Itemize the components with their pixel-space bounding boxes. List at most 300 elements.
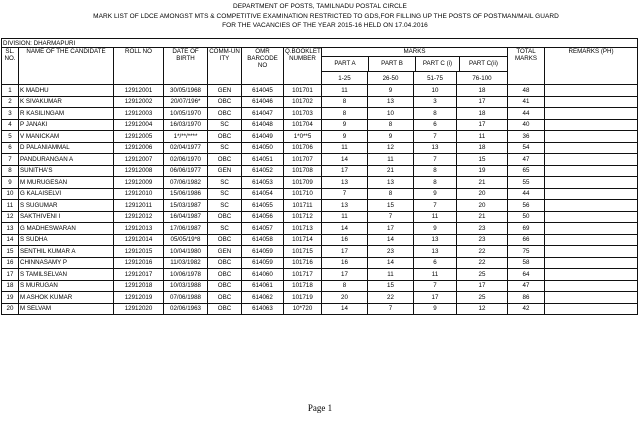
candidate-name-cell: G KALAISELVI (19, 188, 114, 200)
community-cell: GEN (208, 85, 242, 97)
part-c2-cell: 22 (457, 246, 508, 258)
dob-cell: 02/06/1970 (164, 154, 208, 166)
part-c1-cell: 17 (414, 292, 457, 304)
part-b-cell: 22 (368, 292, 414, 304)
dob-cell: 17/06/1987 (164, 223, 208, 235)
total-cell: 69 (508, 223, 545, 235)
remarks-cell (545, 108, 638, 120)
omr-cell: 614045 (242, 85, 284, 97)
header-vacancy-year: FOR THE VACANCIES OF THE YEAR 2015-16 HELD ON 17.04.2016 (222, 22, 428, 29)
candidate-name-cell: SUNITHA'S (19, 165, 114, 177)
part-a-cell: 11 (322, 142, 368, 154)
total-cell: 50 (508, 211, 545, 223)
col-date-of-birth: DATE OF BIRTH (164, 48, 208, 72)
part-c1-cell: 8 (414, 177, 457, 189)
part-b-cell: 21 (368, 165, 414, 177)
roll-no-cell: 12912008 (114, 165, 164, 177)
total-cell: 58 (508, 257, 545, 269)
roll-no-cell: 12912006 (114, 142, 164, 154)
range-part-c1: 51-75 (414, 72, 457, 85)
dob-cell: 15/03/1987 (164, 200, 208, 212)
table-row (2, 234, 638, 246)
part-b-cell: 15 (368, 200, 414, 212)
part-b-cell: 13 (368, 96, 414, 108)
dob-cell: 10/06/1978 (164, 269, 208, 281)
booklet-cell: 101708 (284, 165, 322, 177)
table-row (2, 177, 638, 189)
range-part-c2: 76-100 (457, 72, 508, 85)
part-b-cell: 17 (368, 223, 414, 235)
table-row (2, 96, 638, 108)
total-cell: 48 (508, 85, 545, 97)
booklet-cell: 101718 (284, 280, 322, 292)
sl-no-cell: 8 (2, 165, 19, 177)
roll-no-cell: 12912001 (114, 85, 164, 97)
remarks-cell (545, 223, 638, 235)
dob-cell: 06/06/1977 (164, 165, 208, 177)
table-row (2, 257, 638, 269)
omr-cell: 614058 (242, 234, 284, 246)
total-cell: 36 (508, 131, 545, 143)
omr-cell: 614063 (242, 303, 284, 315)
part-c1-cell: 8 (414, 165, 457, 177)
table-row (2, 108, 638, 120)
col-booklet-number: Q.BOOKLET NUMBER (284, 48, 322, 72)
omr-cell: 614053 (242, 177, 284, 189)
booklet-cell: 1*0**5 (284, 131, 322, 143)
community-cell: SC (208, 119, 242, 131)
community-cell: OBC (208, 280, 242, 292)
part-a-cell: 11 (322, 85, 368, 97)
remarks-cell (545, 154, 638, 166)
community-cell: OBC (208, 234, 242, 246)
total-cell: 56 (508, 200, 545, 212)
sl-no-cell: 4 (2, 119, 19, 131)
part-b-cell: 11 (368, 269, 414, 281)
remarks-cell (545, 96, 638, 108)
total-cell: 75 (508, 246, 545, 258)
roll-no-cell: 12912018 (114, 280, 164, 292)
sl-no-cell: 2 (2, 96, 19, 108)
col-omr-barcode: OMR BARCODE NO (242, 48, 284, 72)
remarks-cell (545, 85, 638, 97)
part-c2-cell: 21 (457, 211, 508, 223)
remarks-cell (545, 177, 638, 189)
booklet-cell: 101711 (284, 200, 322, 212)
candidate-name-cell: P JANAKI (19, 119, 114, 131)
omr-cell: 614057 (242, 223, 284, 235)
dob-cell: 05/05/19*8 (164, 234, 208, 246)
sl-no-cell: 16 (2, 257, 19, 269)
part-b-cell: 11 (368, 154, 414, 166)
candidate-name-cell: SAKTHIVENI I (19, 211, 114, 223)
sl-no-cell: 10 (2, 188, 19, 200)
part-c2-cell: 20 (457, 200, 508, 212)
part-a-cell: 11 (322, 211, 368, 223)
table-row (2, 200, 638, 212)
total-cell: 47 (508, 154, 545, 166)
remarks-cell (545, 280, 638, 292)
part-c1-cell: 13 (414, 234, 457, 246)
community-cell: SC (208, 200, 242, 212)
remarks-cell (545, 142, 638, 154)
community-cell: OBC (208, 257, 242, 269)
booklet-cell: 101717 (284, 269, 322, 281)
part-c1-cell: 9 (414, 188, 457, 200)
table-row (2, 142, 638, 154)
candidate-name-cell: CHINNASAMY P (19, 257, 114, 269)
part-c2-cell: 18 (457, 108, 508, 120)
part-b-cell: 9 (368, 85, 414, 97)
part-a-cell: 9 (322, 119, 368, 131)
col-remarks: REMARKS (PH) (545, 48, 638, 72)
table-row (2, 303, 638, 315)
part-c2-cell: 17 (457, 96, 508, 108)
candidate-name-cell: M ASHOK KUMAR (19, 292, 114, 304)
remarks-cell (545, 188, 638, 200)
roll-no-cell: 12912011 (114, 200, 164, 212)
total-cell: 65 (508, 165, 545, 177)
remarks-cell (545, 119, 638, 131)
sl-no-cell: 3 (2, 108, 19, 120)
sl-no-cell: 12 (2, 211, 19, 223)
division-label: DIVISION: DHARMAPURI (2, 39, 638, 48)
candidate-name-cell: SENTHIL KUMAR A (19, 246, 114, 258)
candidate-name-cell: M MURUGESAN (19, 177, 114, 189)
total-cell: 47 (508, 280, 545, 292)
part-c1-cell: 11 (414, 211, 457, 223)
part-c2-cell: 21 (457, 177, 508, 189)
col-marks: MARKS (322, 48, 507, 57)
remarks-cell (545, 269, 638, 281)
community-cell: SC (208, 177, 242, 189)
community-cell: OBC (208, 154, 242, 166)
remarks-cell (545, 165, 638, 177)
sl-no-cell: 7 (2, 154, 19, 166)
col-part-c2: PART C(ii) (469, 60, 498, 67)
roll-no-cell: 12912005 (114, 131, 164, 143)
sl-no-cell: 15 (2, 246, 19, 258)
booklet-cell: 101712 (284, 211, 322, 223)
table-row (2, 85, 638, 97)
roll-no-cell: 12912003 (114, 108, 164, 120)
total-cell: 55 (508, 177, 545, 189)
part-b-cell: 14 (368, 257, 414, 269)
part-b-cell: 14 (368, 234, 414, 246)
part-c1-cell: 6 (414, 119, 457, 131)
booklet-cell: 101715 (284, 246, 322, 258)
sl-no-cell: 20 (2, 303, 19, 315)
sl-no-cell: 1 (2, 85, 19, 97)
booklet-cell: 101710 (284, 188, 322, 200)
booklet-cell: 101719 (284, 292, 322, 304)
community-cell: SC (208, 223, 242, 235)
col-total-marks: TOTAL MARKS (508, 48, 545, 72)
col-part-a: PART A (322, 57, 369, 71)
part-c1-cell: 6 (414, 257, 457, 269)
marks-group (322, 48, 508, 72)
dob-cell: 16/03/1970 (164, 119, 208, 131)
part-c2-cell: 20 (457, 188, 508, 200)
sl-no-cell: 6 (2, 142, 19, 154)
dob-cell: 10/04/1980 (164, 246, 208, 258)
dob-cell: 15/06/1986 (164, 188, 208, 200)
part-c1-cell: 7 (414, 280, 457, 292)
candidate-name-cell: K SIVAKUMAR (19, 96, 114, 108)
omr-cell: 614060 (242, 269, 284, 281)
omr-cell: 614050 (242, 142, 284, 154)
part-a-cell: 14 (322, 154, 368, 166)
part-c1-cell: 13 (414, 142, 457, 154)
roll-no-cell: 12912015 (114, 246, 164, 258)
omr-cell: 614061 (242, 280, 284, 292)
header-mark-list-title: MARK LIST OF LDCE AMONGST MTS & COMPETITIVE EXAMINATION RESTRICTED TO GDS,FOR FILLING UP THE POSTS OF POSTMAN/MAIL GUARD (93, 12, 559, 20)
part-c2-cell: 19 (457, 165, 508, 177)
table-row (2, 223, 638, 235)
table-header (2, 39, 638, 85)
community-cell: OBC (208, 269, 242, 281)
community-cell: OBC (208, 292, 242, 304)
remarks-cell (545, 292, 638, 304)
candidate-name-cell: V MANICKAM (19, 131, 114, 143)
table-row (2, 246, 638, 258)
table-row (2, 211, 638, 223)
booklet-cell: 101704 (284, 119, 322, 131)
part-b-cell: 9 (368, 131, 414, 143)
part-b-cell: 7 (368, 211, 414, 223)
part-c1-cell: 7 (414, 200, 457, 212)
omr-cell: 614049 (242, 131, 284, 143)
part-a-cell: 7 (322, 188, 368, 200)
candidate-name-cell: G MADHESWARAN (19, 223, 114, 235)
part-c2-cell: 25 (457, 292, 508, 304)
community-cell: GEN (208, 165, 242, 177)
roll-no-cell: 12912019 (114, 292, 164, 304)
part-c2-cell: 25 (457, 269, 508, 281)
dob-cell: 02/04/1977 (164, 142, 208, 154)
part-c2-cell: 18 (457, 85, 508, 97)
part-c1-cell: 7 (414, 154, 457, 166)
community-cell: OBC (208, 108, 242, 120)
part-c2-cell: 22 (457, 257, 508, 269)
total-cell: 64 (508, 269, 545, 281)
part-c2-cell: 11 (457, 131, 508, 143)
part-b-cell: 8 (368, 119, 414, 131)
col-roll-no: ROLL NO (114, 48, 164, 72)
community-cell: OBC (208, 131, 242, 143)
table-row (2, 119, 638, 131)
candidate-name-cell: K MADHU (19, 85, 114, 97)
candidate-name-cell: M SELVAM (19, 303, 114, 315)
part-a-cell: 16 (322, 257, 368, 269)
omr-cell: 614047 (242, 108, 284, 120)
remarks-cell (545, 211, 638, 223)
part-c1-cell: 8 (414, 108, 457, 120)
part-c2-cell: 18 (457, 142, 508, 154)
candidate-name-cell: R KASILINGAM (19, 108, 114, 120)
part-a-cell: 13 (322, 200, 368, 212)
omr-cell: 614062 (242, 292, 284, 304)
table-row (2, 188, 638, 200)
dob-cell: 1*/**/**** (164, 131, 208, 143)
booklet-cell: 101701 (284, 85, 322, 97)
table-row (2, 280, 638, 292)
roll-no-cell: 12912016 (114, 257, 164, 269)
roll-no-cell: 12912010 (114, 188, 164, 200)
part-a-cell: 8 (322, 96, 368, 108)
sl-no-cell: 13 (2, 223, 19, 235)
sl-no-cell: 19 (2, 292, 19, 304)
booklet-cell: 101713 (284, 223, 322, 235)
dob-cell: 07/06/1988 (164, 292, 208, 304)
part-a-cell: 17 (322, 269, 368, 281)
community-cell: SC (208, 188, 242, 200)
community-cell: SC (208, 142, 242, 154)
sl-no-cell: 9 (2, 177, 19, 189)
sl-no-cell: 17 (2, 269, 19, 281)
part-a-cell: 8 (322, 280, 368, 292)
candidate-name-cell: S TAMILSELVAN (19, 269, 114, 281)
table-row (2, 154, 638, 166)
part-a-cell: 13 (322, 177, 368, 189)
part-c1-cell: 3 (414, 96, 457, 108)
omr-cell: 614054 (242, 188, 284, 200)
omr-cell: 614055 (242, 200, 284, 212)
table-body (2, 85, 638, 315)
remarks-cell (545, 200, 638, 212)
roll-no-cell: 12912017 (114, 269, 164, 281)
part-c1-cell: 13 (414, 246, 457, 258)
part-c2-cell: 23 (457, 223, 508, 235)
booklet-cell: 10*720 (284, 303, 322, 315)
part-c1-cell: 11 (414, 269, 457, 281)
roll-no-cell: 12912009 (114, 177, 164, 189)
table-row (2, 165, 638, 177)
part-a-cell: 17 (322, 165, 368, 177)
part-c2-cell: 23 (457, 234, 508, 246)
roll-no-cell: 12912020 (114, 303, 164, 315)
dob-cell: 16/04/1987 (164, 211, 208, 223)
header-department: DEPARTMENT OF POSTS, TAMILNADU POSTAL CIRCLE (233, 3, 407, 10)
candidate-name-cell: S SUGUMAR (19, 200, 114, 212)
booklet-cell: 101702 (284, 96, 322, 108)
remarks-cell (545, 131, 638, 143)
remarks-cell (545, 257, 638, 269)
part-a-cell: 9 (322, 131, 368, 143)
total-cell: 54 (508, 142, 545, 154)
candidate-name-cell: S SUDHA (19, 234, 114, 246)
range-part-b: 26-50 (368, 72, 414, 85)
community-cell: OBC (208, 303, 242, 315)
booklet-cell: 101706 (284, 142, 322, 154)
part-c1-cell: 10 (414, 85, 457, 97)
table-row (2, 292, 638, 304)
roll-no-cell: 12912007 (114, 154, 164, 166)
col-community: COMM-UNITY (208, 48, 242, 72)
col-part-c1: PART C (i) (416, 57, 460, 71)
candidate-name-cell: D PALANIAMMAL (19, 142, 114, 154)
part-b-cell: 12 (368, 142, 414, 154)
omr-cell: 614052 (242, 165, 284, 177)
total-cell: 44 (508, 188, 545, 200)
candidate-name-cell: PANDURANGAN A (19, 154, 114, 166)
part-a-cell: 14 (322, 223, 368, 235)
range-part-a: 1-25 (322, 72, 368, 85)
part-a-cell: 20 (322, 292, 368, 304)
part-c2-cell: 17 (457, 119, 508, 131)
dob-cell: 20/07/196* (164, 96, 208, 108)
part-b-cell: 23 (368, 246, 414, 258)
part-b-cell: 13 (368, 177, 414, 189)
part-c1-cell: 9 (414, 223, 457, 235)
total-cell: 86 (508, 292, 545, 304)
part-c1-cell: 9 (414, 303, 457, 315)
omr-cell: 614051 (242, 154, 284, 166)
candidate-name-cell: S MURUGAN (19, 280, 114, 292)
roll-no-cell: 12912013 (114, 223, 164, 235)
total-cell: 42 (508, 303, 545, 315)
roll-no-cell: 12912002 (114, 96, 164, 108)
omr-cell: 614059 (242, 257, 284, 269)
remarks-cell (545, 303, 638, 315)
dob-cell: 10/03/1988 (164, 280, 208, 292)
roll-no-cell: 12912004 (114, 119, 164, 131)
booklet-cell: 101707 (284, 154, 322, 166)
total-cell: 40 (508, 119, 545, 131)
part-a-cell: 14 (322, 303, 368, 315)
roll-no-cell: 12912014 (114, 234, 164, 246)
part-a-cell: 17 (322, 246, 368, 258)
table-row (2, 269, 638, 281)
sl-no-cell: 18 (2, 280, 19, 292)
dob-cell: 11/03/1982 (164, 257, 208, 269)
booklet-cell: 101703 (284, 108, 322, 120)
total-cell: 66 (508, 234, 545, 246)
omr-cell: 614059 (242, 246, 284, 258)
marks-table (1, 38, 638, 315)
community-cell: OBC (208, 96, 242, 108)
total-cell: 44 (508, 108, 545, 120)
part-c1-cell: 7 (414, 131, 457, 143)
booklet-cell: 101716 (284, 257, 322, 269)
booklet-cell: 101714 (284, 234, 322, 246)
page-number: Page 1 (307, 403, 333, 413)
dob-cell: 07/06/1982 (164, 177, 208, 189)
community-cell: OBC (208, 211, 242, 223)
community-cell: GEN (208, 246, 242, 258)
total-cell: 41 (508, 96, 545, 108)
part-c2-cell: 15 (457, 154, 508, 166)
roll-no-cell: 12912012 (114, 211, 164, 223)
part-a-cell: 16 (322, 234, 368, 246)
table-row (2, 131, 638, 143)
col-part-b: PART B (369, 57, 416, 71)
omr-cell: 614048 (242, 119, 284, 131)
omr-cell: 614046 (242, 96, 284, 108)
remarks-cell (545, 246, 638, 258)
omr-cell: 614056 (242, 211, 284, 223)
dob-cell: 02/06/1963 (164, 303, 208, 315)
part-c2-cell: 17 (457, 280, 508, 292)
remarks-cell (545, 234, 638, 246)
sl-no-cell: 14 (2, 234, 19, 246)
part-b-cell: 10 (368, 108, 414, 120)
sl-no-cell: 5 (2, 131, 19, 143)
sl-no-cell: 11 (2, 200, 19, 212)
dob-cell: 10/05/1970 (164, 108, 208, 120)
part-c2-cell: 12 (457, 303, 508, 315)
booklet-cell: 101709 (284, 177, 322, 189)
